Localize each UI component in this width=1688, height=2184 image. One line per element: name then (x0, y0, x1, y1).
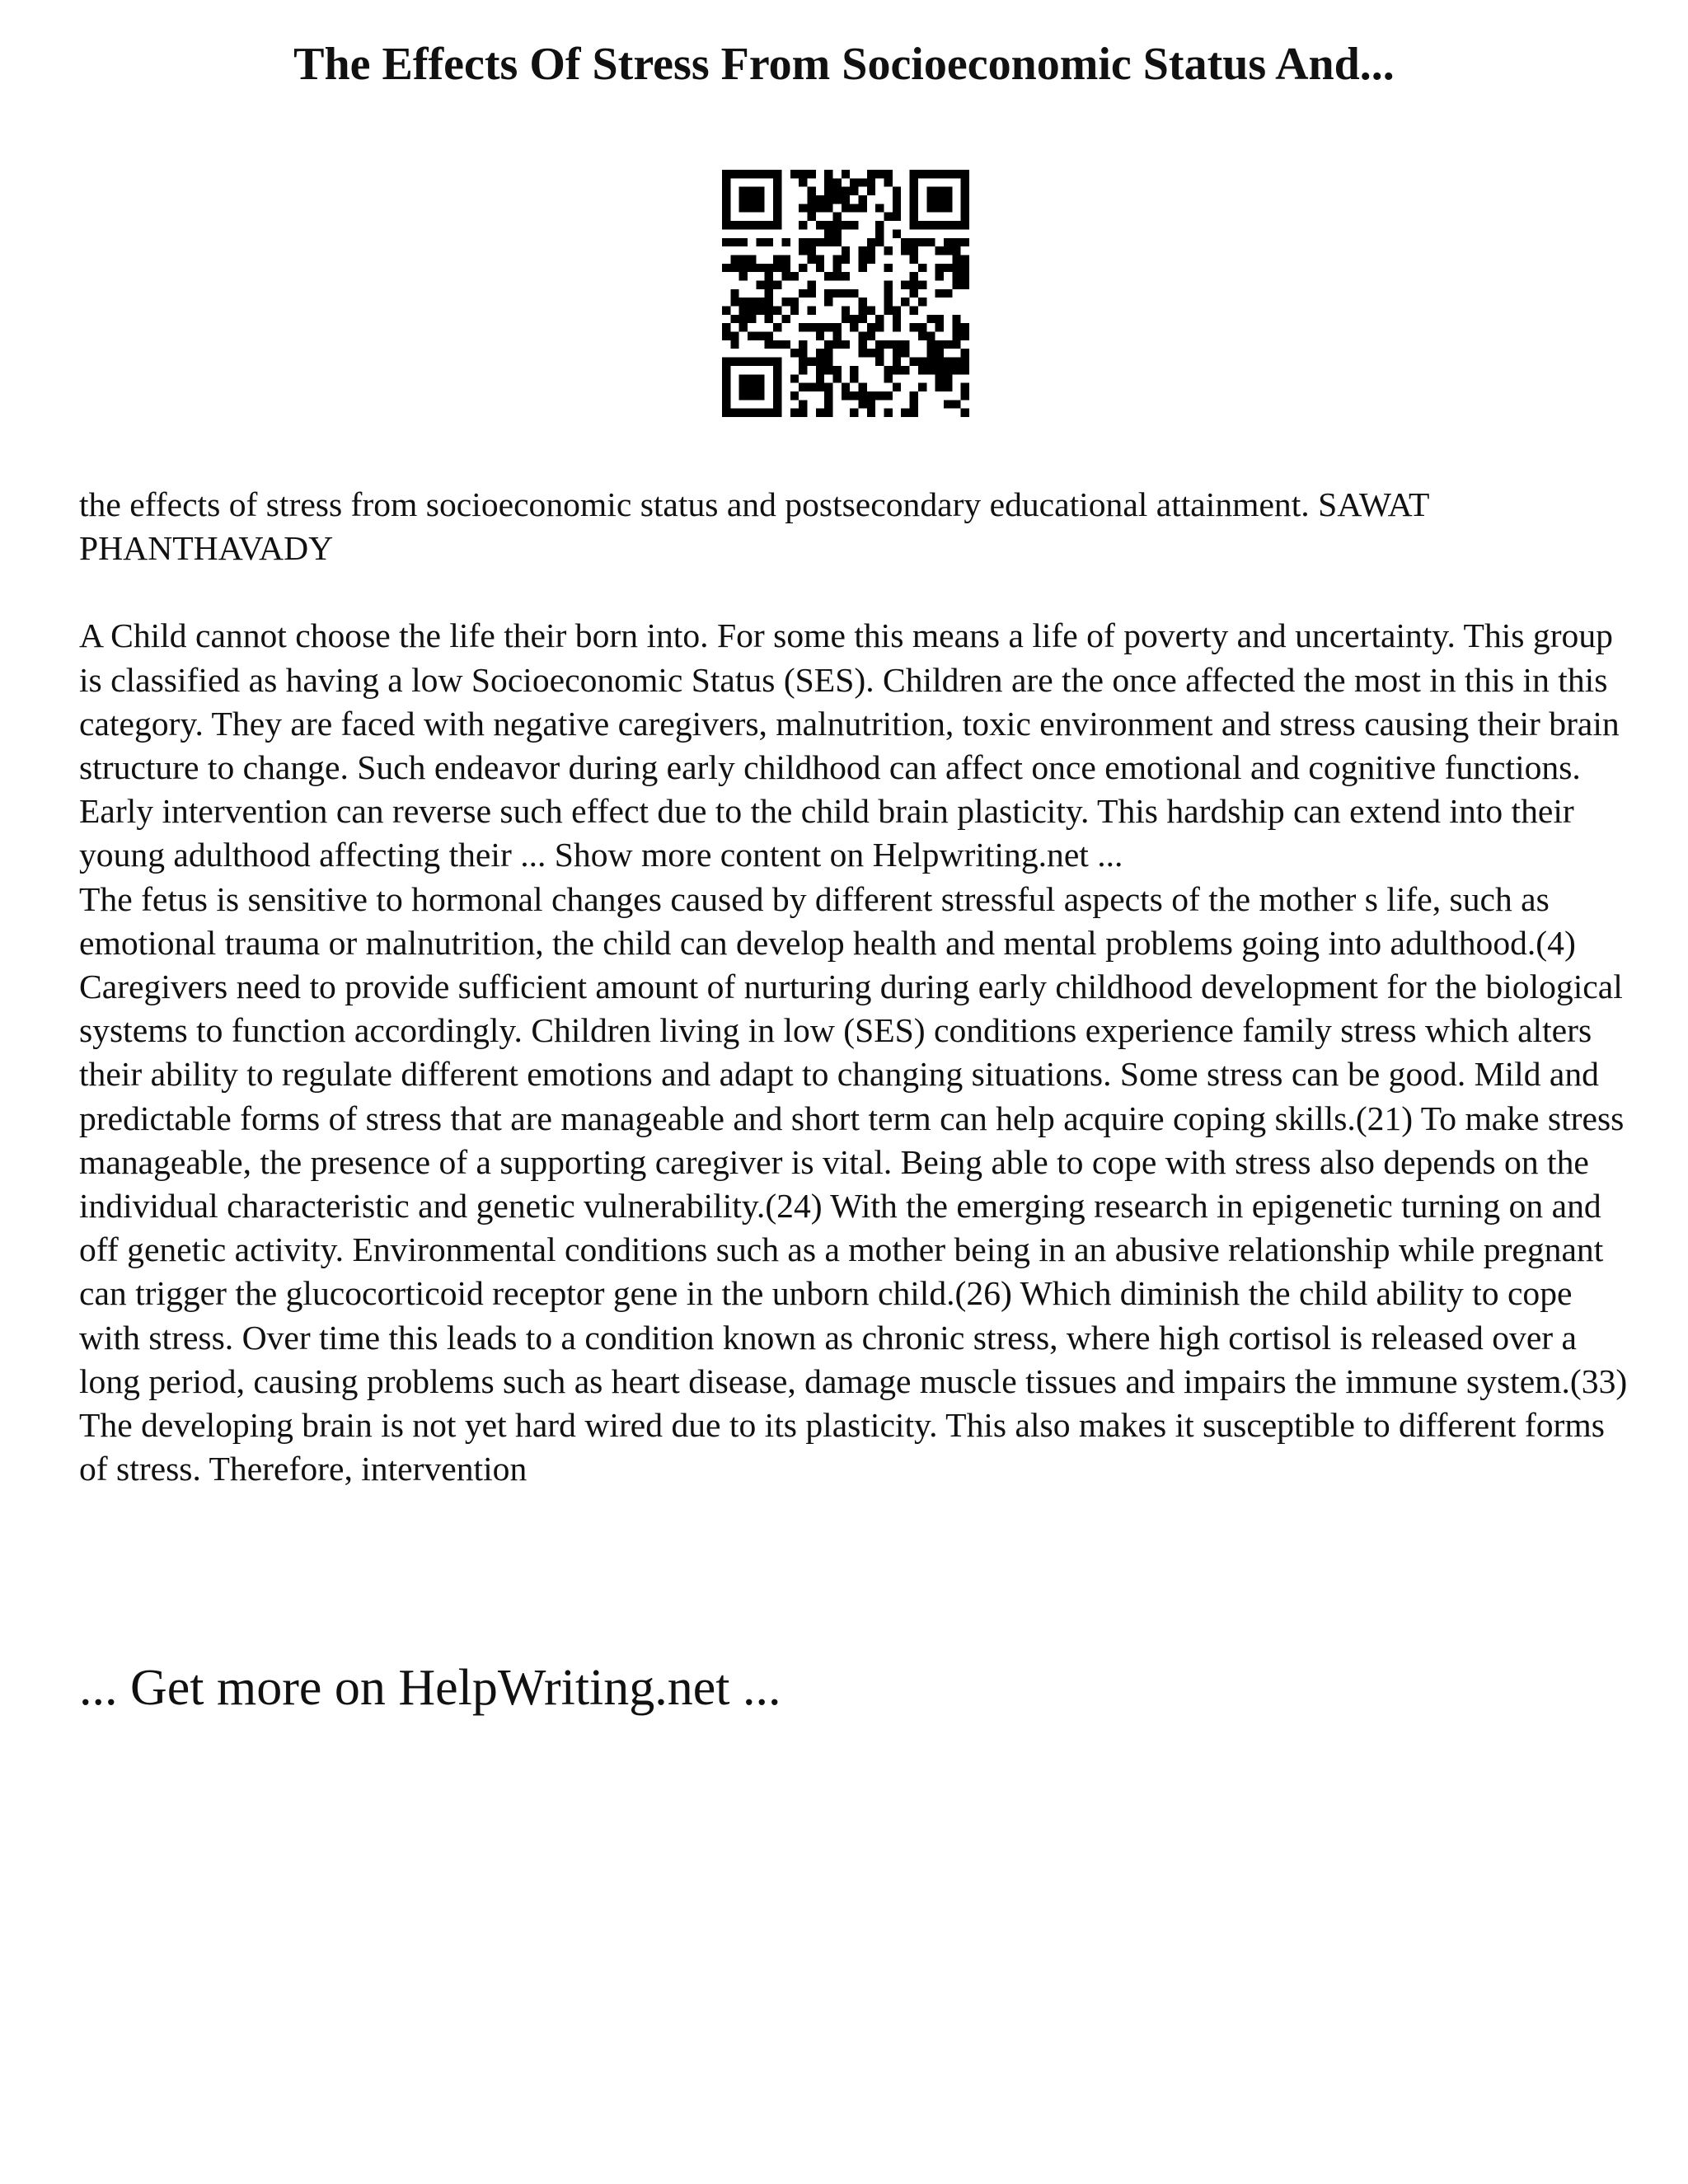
document-body (79, 483, 1629, 1491)
get-more-link[interactable]: ... Get more on HelpWriting.net ... (79, 1660, 781, 1716)
paragraph-1: A Child cannot choose the life their born into. For some this means a life of poverty and uncertainty. This group is classified as having a low Socioeconomic Status (SES). Children are the once affected the most in this in this category. They are faced with negative caregivers, malnutrition, toxic environment and stress causing their brain structure to change. Such endeavor during early childhood can affect once emotional and cognitive functions. Early intervention can reverse such effect due to the child brain plasticity. This hardship can extend into their young adulthood affecting their ... Show more content on Helpwriting.net ... (79, 616, 1620, 874)
paragraph-2: The fetus is sensitive to hormonal changes caused by different stressful aspects of the mother s life, such as emotional trauma or malnutrition, the child can develop health and mental problems going into adulthood.(4) Caregivers need to provide sufficient amount of nurturing during early childhood development for the biological systems to function accordingly. Children living in low (SES) conditions experience family stress which alters their ability to regulate different emotions and adapt to changing situations. Some stress can be good. Mild and predictable forms of stress that are manageable and short term can help acquire coping skills.(21) To make stress manageable, the presence of a supporting caregiver is vital. Being able to cope with stress also depends on the individual characteristic and genetic vulnerability.(24) With the emerging research in epigenetic turning on and off genetic activity. Environmental conditions such as a mother being in an abusive relationship while pregnant can trigger the glucocorticoid receptor gene in the unborn child.(26) Which diminish the child ability to cope with stress. Over time this leads to a condition known as chronic stress, where high cortisol is released over a long period, causing problems such as heart disease, damage muscle tissues and impairs the immune system.(33) (79, 879, 1628, 1400)
qr-code-icon (722, 170, 969, 417)
document-title: The Effects Of Stress From Socioeconomic Status And... (293, 39, 1395, 90)
intro-paragraph: the effects of stress from socioeconomic status and postsecondary educational attainment. SAWAT PHANTHAVADY (79, 485, 1429, 568)
paragraph-3: The developing brain is not yet hard wired due to its plasticity. This also makes it susceptible to different forms of stress. Therefore, intervention (79, 1406, 1605, 1488)
